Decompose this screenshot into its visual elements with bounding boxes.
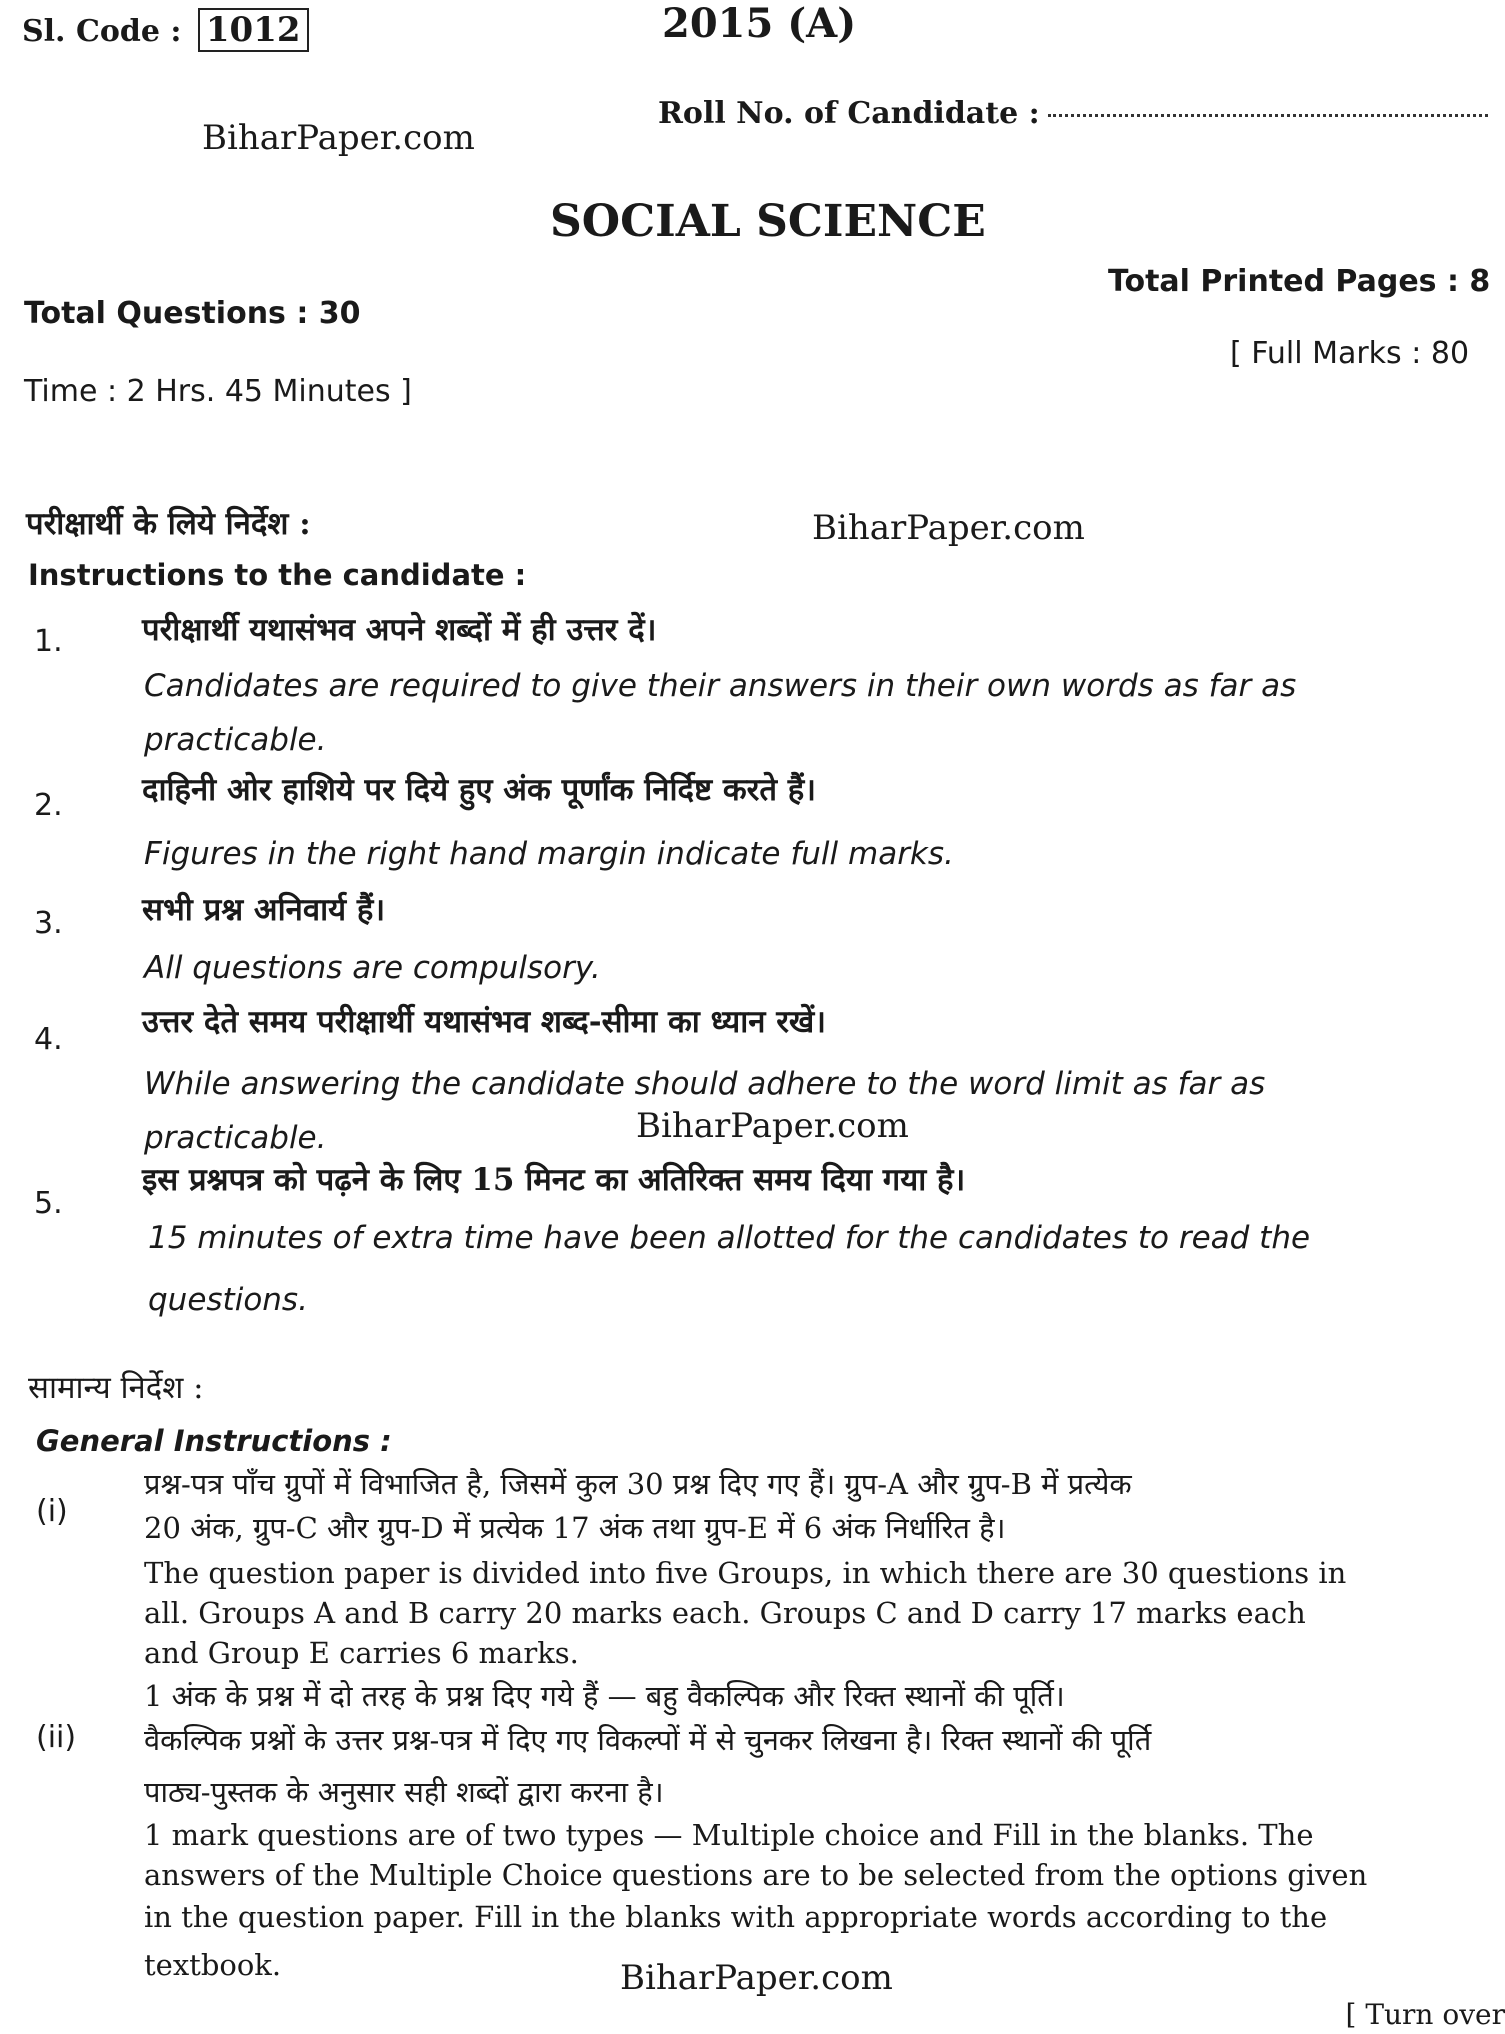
watermark: BiharPaper.com bbox=[620, 1958, 893, 1998]
page-title: SOCIAL SCIENCE bbox=[550, 196, 986, 247]
instruction-english: questions. bbox=[148, 1282, 308, 1318]
instruction-hindi: उत्तर देते समय परीक्षार्थी यथासंभव शब्द-सीमा का ध्यान रखें। bbox=[142, 1004, 827, 1040]
instruction-hindi: परीक्षार्थी यथासंभव अपने शब्दों में ही उत्तर दें। bbox=[142, 612, 657, 648]
instruction-english: 15 minutes of extra time have been allotted for the candidates to read the bbox=[148, 1220, 1311, 1256]
instruction-english: All questions are compulsory. bbox=[144, 950, 601, 986]
roll-dotted-line bbox=[1048, 114, 1488, 117]
instructions-heading-english: Instructions to the candidate : bbox=[28, 558, 527, 592]
instruction-number: 4. bbox=[34, 1022, 63, 1057]
sl-code-label: Sl. Code : bbox=[22, 14, 182, 49]
instruction-english: Figures in the right hand margin indicate full marks. bbox=[144, 836, 954, 872]
general-hindi: 20 अंक, ग्रुप-C और ग्रुप-D में प्रत्येक 17 अंक तथा ग्रुप-E में 6 अंक निर्धारित है। bbox=[144, 1511, 1006, 1545]
general-english: textbook. bbox=[144, 1948, 282, 1982]
general-hindi: पाठ्य-पुस्तक के अनुसार सही शब्दों द्वारा करना है। bbox=[144, 1775, 664, 1809]
general-english: all. Groups A and B carry 20 marks each. Groups C and D carry 17 marks each bbox=[144, 1596, 1306, 1630]
turn-over-note: [ Turn over bbox=[1345, 1998, 1505, 2031]
instruction-number: 3. bbox=[34, 906, 63, 941]
general-number: (ii) bbox=[36, 1720, 77, 1755]
instruction-hindi: दाहिनी ओर हाशिये पर दिये हुए अंक पूर्णांक निर्दिष्ट करते हैं। bbox=[142, 772, 817, 808]
general-english: answers of the Multiple Choice questions are to be selected from the options given bbox=[144, 1858, 1368, 1892]
general-hindi: वैकल्पिक प्रश्नों के उत्तर प्रश्न-पत्र में दिए गए विकल्पों में से चुनकर लिखना है। रिक्त स्थानों की पूर्ति bbox=[144, 1723, 1152, 1757]
instruction-hindi: इस प्रश्नपत्र को पढ़ने के लिए 15 मिनट का अतिरिक्त समय दिया गया है। bbox=[142, 1162, 966, 1198]
general-english: The question paper is divided into five Groups, in which there are 30 questions in bbox=[144, 1556, 1347, 1590]
general-english: 1 mark questions are of two types — Multiple choice and Fill in the blanks. The bbox=[144, 1818, 1314, 1852]
general-heading-english: General Instructions : bbox=[36, 1424, 392, 1458]
sl-code-value: 1012 bbox=[198, 8, 309, 52]
instruction-number: 2. bbox=[34, 788, 63, 823]
total-questions: Total Questions : 30 bbox=[24, 296, 361, 331]
general-heading-hindi: सामान्य निर्देश : bbox=[28, 1370, 204, 1406]
full-marks: [ Full Marks : 80 bbox=[1230, 336, 1470, 371]
exam-year: 2015 (A) bbox=[662, 0, 857, 47]
watermark: BiharPaper.com bbox=[636, 1106, 909, 1146]
general-hindi: 1 अंक के प्रश्न में दो तरह के प्रश्न दिए गये हैं — बहु वैकल्पिक और रिक्त स्थानों की पूर्ति। bbox=[144, 1679, 1065, 1713]
general-number: (i) bbox=[36, 1494, 68, 1529]
watermark: BiharPaper.com bbox=[812, 508, 1085, 548]
instruction-english: practicable. bbox=[144, 1120, 327, 1156]
instruction-number: 1. bbox=[34, 624, 63, 659]
roll-number bbox=[658, 96, 1488, 131]
instruction-number: 5. bbox=[34, 1186, 63, 1221]
instruction-english: While answering the candidate should adhere to the word limit as far as bbox=[144, 1066, 1266, 1102]
general-english: in the question paper. Fill in the blanks with appropriate words according to the bbox=[144, 1900, 1328, 1934]
instruction-english: practicable. bbox=[144, 722, 327, 758]
instructions-heading-hindi: परीक्षार्थी के लिये निर्देश : bbox=[26, 506, 311, 542]
roll-label: Roll No. of Candidate : bbox=[658, 96, 1040, 131]
general-hindi: प्रश्न-पत्र पाँच ग्रुपों में विभाजित है, जिसमें कुल 30 प्रश्न दिए गए हैं। ग्रुप-A और ग्रुप-B में प्रत्येक bbox=[144, 1467, 1132, 1501]
total-pages: Total Printed Pages : 8 bbox=[1108, 264, 1491, 299]
instruction-hindi: सभी प्रश्न अनिवार्य हैं। bbox=[142, 892, 386, 928]
sl-code bbox=[22, 8, 309, 52]
instruction-english: Candidates are required to give their answers in their own words as far as bbox=[144, 668, 1297, 704]
general-english: and Group E carries 6 marks. bbox=[144, 1636, 579, 1670]
time-allowed: Time : 2 Hrs. 45 Minutes ] bbox=[24, 374, 412, 409]
watermark: BiharPaper.com bbox=[202, 118, 475, 158]
